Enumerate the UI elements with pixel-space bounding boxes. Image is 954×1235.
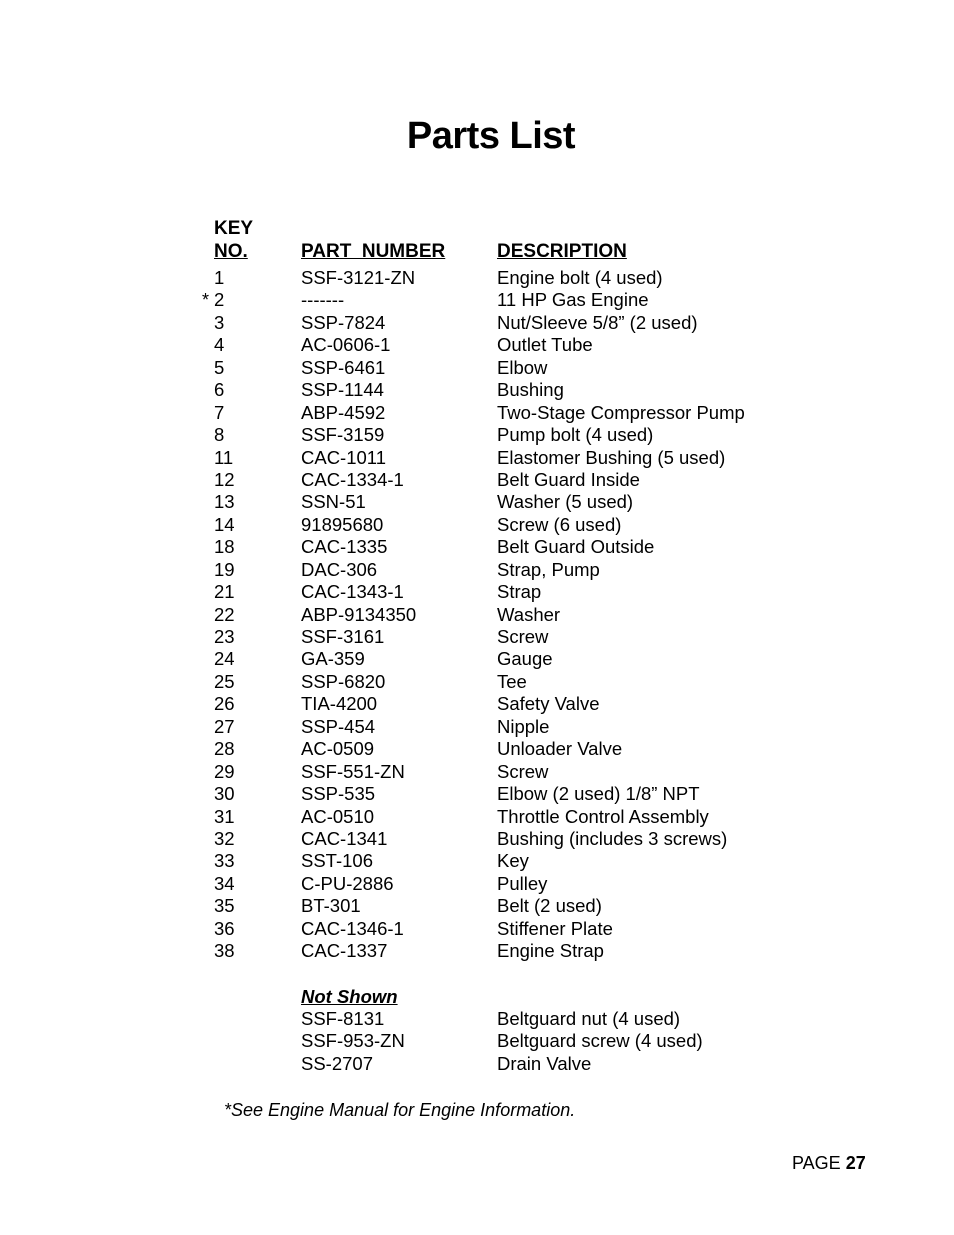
key-number: 11 bbox=[214, 446, 234, 468]
part-number: CAC-1341 bbox=[301, 827, 388, 849]
part-description: Bushing (includes 3 screws) bbox=[497, 827, 728, 849]
table-row bbox=[0, 424, 954, 446]
part-description: Strap bbox=[497, 581, 542, 603]
part-number: SSP-6820 bbox=[301, 670, 386, 692]
table-row bbox=[0, 357, 954, 379]
part-description: Elbow bbox=[497, 356, 548, 378]
part-number: CAC-1343-1 bbox=[301, 581, 404, 603]
part-description: Tee bbox=[497, 670, 527, 692]
part-description: Washer (5 used) bbox=[497, 491, 634, 513]
part-description: Belt Guard Outside bbox=[497, 536, 655, 558]
table-row bbox=[0, 716, 954, 738]
key-number: 8 bbox=[214, 424, 225, 446]
part-description: Screw bbox=[497, 626, 549, 647]
part-description: Safety Valve bbox=[497, 693, 600, 715]
part-number: ABP-9134350 bbox=[301, 603, 417, 625]
key-number: 35 bbox=[214, 895, 235, 917]
page-label: PAGE bbox=[792, 1153, 841, 1173]
part-description: Washer bbox=[497, 603, 561, 625]
key-number: 38 bbox=[214, 940, 235, 962]
part-number: ------- bbox=[301, 289, 345, 311]
key-header-line1: KEY bbox=[214, 218, 254, 239]
asterisk-mark: * bbox=[202, 290, 210, 311]
key-number: 12 bbox=[214, 468, 235, 490]
part-description: Drain Valve bbox=[497, 1052, 592, 1074]
part-number-header: PART NUMBER bbox=[301, 241, 446, 262]
part-number: CAC-1346-1 bbox=[301, 917, 404, 939]
part-description: 11 HP Gas Engine bbox=[497, 289, 649, 311]
key-number: 34 bbox=[214, 872, 235, 894]
part-number: SSP-1144 bbox=[301, 379, 384, 401]
parts-table bbox=[0, 267, 954, 963]
part-description: Screw bbox=[497, 760, 549, 782]
part-number: ABP-4592 bbox=[301, 401, 386, 423]
part-number: SSP-535 bbox=[301, 783, 376, 805]
not-shown-table bbox=[0, 1008, 954, 1075]
page-number-value: 27 bbox=[845, 1153, 866, 1173]
table-row bbox=[0, 873, 954, 895]
key-number: 28 bbox=[214, 738, 235, 760]
part-number: BT-301 bbox=[301, 895, 361, 917]
table-row bbox=[0, 1008, 954, 1030]
part-description: Screw (6 used) bbox=[497, 513, 622, 535]
table-row bbox=[0, 581, 954, 603]
key-number: 27 bbox=[214, 715, 235, 737]
key-number: 22 bbox=[214, 603, 235, 625]
key-number: 21 bbox=[214, 581, 235, 603]
part-description: Outlet Tube bbox=[497, 334, 593, 356]
table-row bbox=[0, 447, 954, 469]
part-number: CAC-1337 bbox=[301, 940, 388, 962]
key-number: 29 bbox=[214, 760, 235, 782]
key-number: 25 bbox=[214, 670, 235, 692]
key-number: 6 bbox=[214, 379, 225, 401]
key-number: 7 bbox=[214, 401, 225, 423]
table-row bbox=[0, 469, 954, 491]
key-number: 33 bbox=[214, 850, 235, 872]
part-number: SSF-3161 bbox=[301, 626, 385, 647]
key-number: 30 bbox=[214, 783, 235, 805]
key-number: 26 bbox=[214, 693, 235, 715]
table-row bbox=[0, 783, 954, 805]
part-description: Pump bolt (4 used) bbox=[497, 424, 654, 446]
part-number: AC-0606-1 bbox=[301, 334, 391, 356]
part-number: SSF-953-ZN bbox=[301, 1030, 405, 1052]
part-number: CAC-1335 bbox=[301, 536, 388, 558]
key-number: 1 bbox=[214, 267, 225, 288]
part-description: Stiffener Plate bbox=[497, 917, 613, 939]
part-description: Belt Guard Inside bbox=[497, 468, 640, 490]
part-number: SSP-7824 bbox=[301, 311, 386, 333]
table-row bbox=[0, 312, 954, 334]
table-row bbox=[0, 1030, 954, 1052]
table-row bbox=[0, 850, 954, 872]
part-number: SSF-3159 bbox=[301, 424, 385, 446]
part-number: DAC-306 bbox=[301, 558, 378, 580]
table-row bbox=[0, 626, 954, 648]
table-row bbox=[0, 402, 954, 424]
key-number: 3 bbox=[214, 311, 225, 333]
part-number: SSF-8131 bbox=[301, 1008, 385, 1029]
table-row bbox=[0, 559, 954, 581]
part-number: GA-359 bbox=[301, 648, 365, 670]
table-row bbox=[0, 671, 954, 693]
key-number: 2 bbox=[214, 289, 225, 311]
part-description: Bushing bbox=[497, 379, 564, 401]
part-description: Key bbox=[497, 850, 529, 872]
part-description: Pulley bbox=[497, 872, 548, 894]
table-row bbox=[0, 491, 954, 513]
part-description: Engine Strap bbox=[497, 940, 604, 962]
table-row bbox=[0, 761, 954, 783]
key-number: 31 bbox=[214, 805, 235, 827]
table-row bbox=[0, 918, 954, 940]
table-row bbox=[0, 828, 954, 850]
part-description: Gauge bbox=[497, 648, 553, 670]
page-title: Parts List bbox=[406, 115, 576, 157]
key-number: 14 bbox=[214, 513, 235, 535]
table-row bbox=[0, 895, 954, 917]
part-description: Throttle Control Assembly bbox=[497, 805, 709, 827]
table-row bbox=[0, 514, 954, 536]
part-number: AC-0509 bbox=[301, 738, 375, 760]
part-description: Belt (2 used) bbox=[497, 895, 602, 917]
part-description: Engine bolt (4 used) bbox=[497, 267, 663, 288]
part-number: CAC-1011 bbox=[301, 446, 387, 468]
table-row bbox=[0, 536, 954, 558]
table-row bbox=[0, 738, 954, 760]
part-description: Elastomer Bushing (5 used) bbox=[497, 446, 726, 468]
key-number: 24 bbox=[214, 648, 235, 670]
table-row bbox=[0, 379, 954, 401]
table-row bbox=[0, 334, 954, 356]
key-number: 32 bbox=[214, 827, 235, 849]
part-number: CAC-1334-1 bbox=[301, 468, 404, 490]
page-number bbox=[792, 1153, 866, 1174]
part-number: SS-2707 bbox=[301, 1052, 373, 1074]
key-number: 18 bbox=[214, 536, 235, 558]
key-number: 36 bbox=[214, 917, 235, 939]
part-description: Elbow (2 used) 1/8” NPT bbox=[497, 783, 700, 805]
table-row bbox=[0, 289, 954, 311]
part-description: Unloader Valve bbox=[497, 738, 623, 760]
part-description: Beltguard nut (4 used) bbox=[497, 1008, 681, 1029]
key-number: 13 bbox=[214, 491, 235, 513]
part-number: SSF-551-ZN bbox=[301, 760, 405, 782]
table-row bbox=[0, 693, 954, 715]
part-number: 91895680 bbox=[301, 513, 384, 535]
table-row bbox=[0, 604, 954, 626]
key-number: 23 bbox=[214, 626, 235, 647]
part-number: SSP-454 bbox=[301, 715, 376, 737]
part-number: AC-0510 bbox=[301, 805, 375, 827]
part-number: SSP-6461 bbox=[301, 356, 386, 378]
footnote: *See Engine Manual for Engine Information. bbox=[224, 1100, 576, 1120]
part-description: Nipple bbox=[497, 715, 550, 737]
table-row bbox=[0, 267, 954, 289]
part-number: SSN-51 bbox=[301, 491, 366, 513]
key-header-line2: NO. bbox=[214, 241, 248, 262]
part-number: SST-106 bbox=[301, 850, 373, 872]
table-row bbox=[0, 940, 954, 962]
key-number: 5 bbox=[214, 356, 225, 378]
part-number: SSF-3121-ZN bbox=[301, 267, 416, 288]
key-number: 4 bbox=[214, 334, 225, 356]
part-description: Nut/Sleeve 5/8” (2 used) bbox=[497, 311, 698, 333]
part-description: Strap, Pump bbox=[497, 558, 600, 580]
part-description: Two-Stage Compressor Pump bbox=[497, 401, 745, 423]
not-shown-label: Not Shown bbox=[301, 986, 398, 1007]
part-number: C-PU-2886 bbox=[301, 872, 394, 894]
part-number: TIA-4200 bbox=[301, 693, 378, 715]
table-row bbox=[0, 648, 954, 670]
table-row bbox=[0, 806, 954, 828]
table-row bbox=[0, 1053, 954, 1075]
part-description: Beltguard screw (4 used) bbox=[497, 1030, 703, 1052]
key-number: 19 bbox=[214, 558, 235, 580]
description-header: DESCRIPTION bbox=[497, 241, 627, 262]
